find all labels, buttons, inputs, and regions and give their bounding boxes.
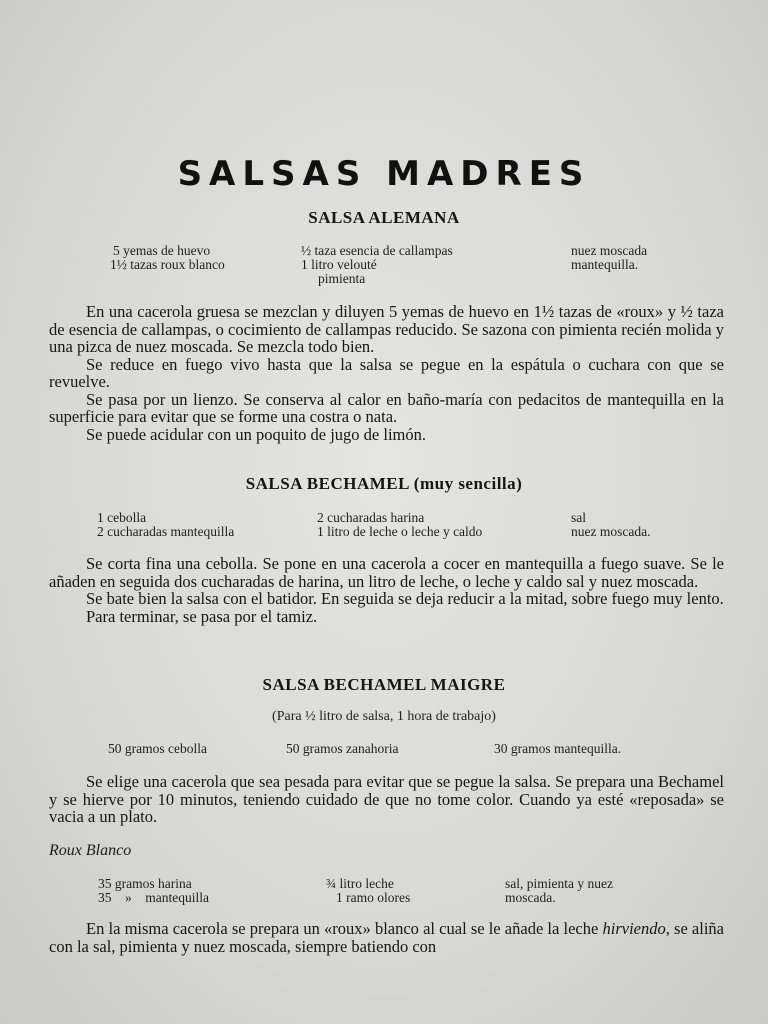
section-title-alemana: SALSA ALEMANA (308, 208, 460, 227)
roux-heading: Roux Blanco (49, 842, 132, 859)
ingredient: 35 » mantequilla (98, 890, 209, 905)
text: En la misma cacerola se prepara un «roux» blanco al cual se le añade la leche (86, 919, 603, 938)
ingredient: nuez moscada (571, 243, 648, 258)
page-title: SALSAS MADRES (177, 154, 591, 194)
ingredient: sal (571, 510, 586, 525)
paragraph: En una cacerola gruesa se mezclan y diluyen 5 yemas de huevo en 1½ tazas de «roux» y ½ taza de esencia de callampas, o cocimiento de callampas reducido. Se sazona con pimienta recién molida y una pizca de nuez moscada. Se mezcla todo bien. (49, 302, 724, 356)
section-title-maigre: SALSA BECHAMEL MAIGRE (262, 675, 506, 694)
ingredient: nuez moscada. (571, 524, 651, 539)
bechamel-instructions (49, 555, 724, 625)
roux-instructions (49, 920, 724, 955)
paragraph: Se bate bien la salsa con el batidor. En seguida se deja reducir a la mitad, sobre fuego muy lento. (86, 589, 724, 608)
ingredients-col-2 (326, 877, 410, 905)
ingredient: 1 ramo olores (336, 890, 411, 905)
ingredient: mantequilla. (571, 257, 639, 272)
paragraph: Se elige una cacerola que sea pesada para evitar que se pegue la salsa. Se prepara una Bechamel y se hierve por 10 minutos, teniendo cuidado de que no tome color. Cuando ya esté «reposada» se vacia a un plato. (49, 772, 724, 826)
ingredient: 1½ tazas roux blanco (110, 257, 225, 272)
paragraph: Se corta fina una cebolla. Se pone en una cacerola a cocer en mantequilla a fuego suave. Se le añaden en seguida dos cucharadas de harina, un litro de leche, o leche y caldo sal y nuez moscada. (49, 554, 724, 591)
paragraph (49, 920, 724, 955)
ingredient: 2 cucharadas mantequilla (97, 524, 235, 539)
ingredients-col-2 (301, 244, 453, 286)
alemana-instructions (49, 303, 724, 443)
paragraph: Se pasa por un lienzo. Se conserva al calor en baño-maría con pedacitos de mantequilla en la superficie para evitar que se forme una costra o nata. (49, 389, 724, 426)
paragraph: Se reduce en fuego vivo hasta que la salsa se pegue en la espátula o cuchara con que se revuelve. (49, 354, 724, 391)
maigre-note: (Para ½ litro de salsa, 1 hora de trabajo) (272, 709, 496, 724)
ingredient: 1 litro velouté (301, 257, 377, 272)
ingredient: 30 gramos mantequilla. (494, 741, 622, 756)
ingredient: pimienta (318, 271, 366, 286)
ingredient: moscada. (505, 890, 556, 905)
ingredients-col-3 (505, 877, 613, 905)
paragraph: Se puede acidular con un poquito de jugo de limón. (86, 424, 427, 444)
ingredient: 50 gramos zanahoria (286, 741, 399, 756)
ingredients-col-1 (97, 511, 234, 539)
ingredient: ½ taza esencia de callampas (301, 243, 453, 258)
ingredient: 1 litro de leche o leche y caldo (317, 524, 483, 539)
ingredient: 5 yemas de huevo (113, 243, 211, 258)
emphasis: hirviendo (602, 919, 666, 938)
paragraph: Para terminar, se pasa por el tamiz. (86, 606, 318, 626)
ingredient: sal, pimienta y nuez (505, 876, 613, 891)
section-title-bechamel: SALSA BECHAMEL (muy sencilla) (245, 474, 523, 493)
text: , se aliña con la sal, pimienta y nuez moscada, siempre batiendo con (49, 919, 724, 956)
ingredient: 35 gramos harina (98, 876, 192, 891)
ingredients-col-3 (571, 244, 647, 272)
ingredients-col-2 (317, 511, 482, 539)
ingredient: ¾ litro leche (326, 876, 394, 891)
ingredient: 50 gramos cebolla (108, 741, 207, 756)
maigre-instructions (49, 773, 724, 826)
ingredient: 2 cucharadas harina (317, 510, 425, 525)
ingredient: 1 cebolla (97, 510, 147, 525)
ingredients-col-1 (98, 877, 209, 905)
ingredients-col-3 (571, 511, 650, 539)
ingredients-col-1 (110, 243, 225, 272)
